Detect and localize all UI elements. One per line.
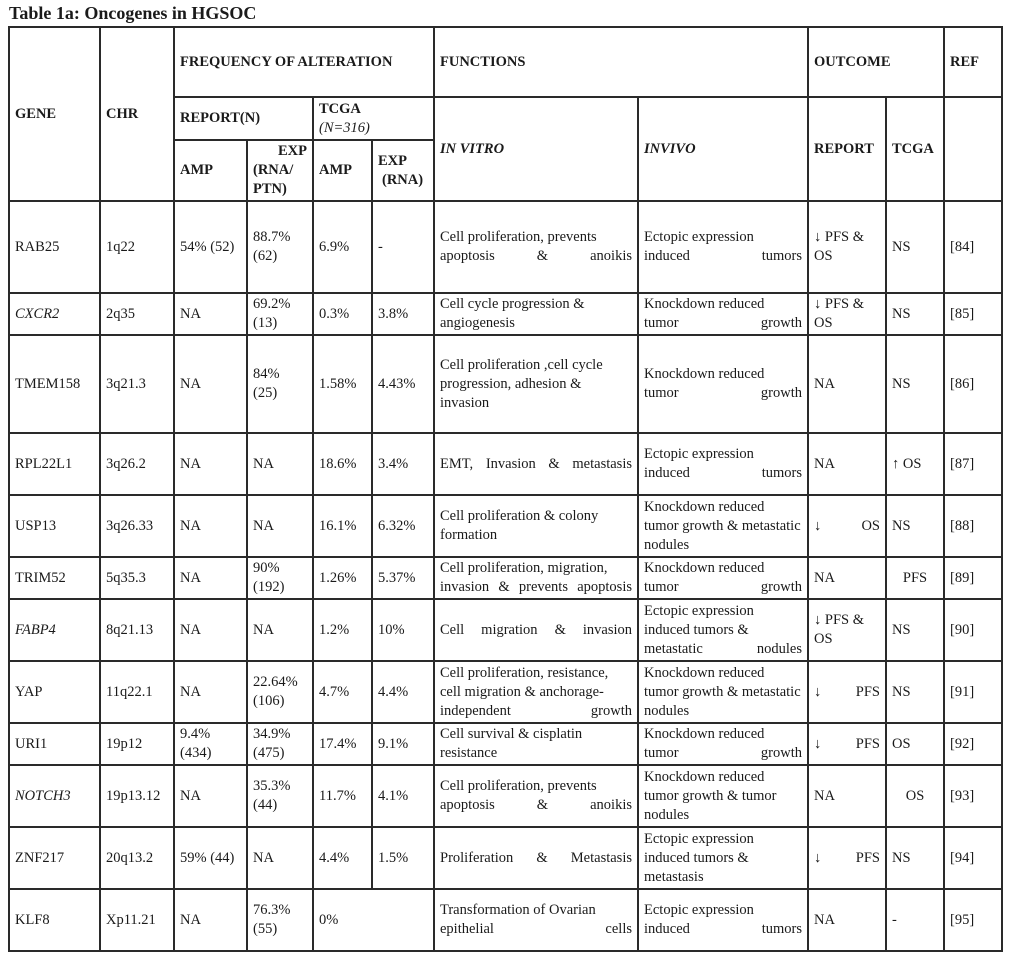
header-chr: CHR xyxy=(100,27,174,201)
cell-outcome-report: ↓ PFS xyxy=(808,661,886,723)
cell-report-exp: 76.3% (55) xyxy=(247,889,313,951)
cell-in-vitro: Cell proliferation, prevents apoptosis & anoikis xyxy=(434,765,638,827)
cell-report-amp: 54% (52) xyxy=(174,201,247,293)
header-tcga-exp-line2: (RNA) xyxy=(382,171,424,188)
cell-report-exp: 84% (25) xyxy=(247,335,313,433)
cell-report-amp: NA xyxy=(174,765,247,827)
table-body xyxy=(9,201,1002,951)
cell-gene: NOTCH3 xyxy=(9,765,100,827)
header-tcga-amp: AMP xyxy=(313,140,372,201)
cell-tcga-exp: 10% xyxy=(372,599,434,661)
cell-in-vivo: Knockdown reduced tumor growth & metastatic nodules xyxy=(638,495,808,557)
cell-ref: [88] xyxy=(944,495,1002,557)
cell-in-vivo: Ectopic expression induced tumors xyxy=(638,201,808,293)
cell-outcome-tcga: NS xyxy=(886,201,944,293)
cell-in-vivo: Knockdown reduced tumor growth xyxy=(638,293,808,335)
header-in-vitro: IN VITRO xyxy=(434,97,638,201)
cell-ref: [85] xyxy=(944,293,1002,335)
cell-gene: URI1 xyxy=(9,723,100,765)
header-functions: FUNCTIONS xyxy=(434,27,808,97)
cell-gene: KLF8 xyxy=(9,889,100,951)
header-ref-empty xyxy=(944,97,1002,201)
cell-in-vitro: Cell proliferation, resistance, cell migration & anchorage-independent growth xyxy=(434,661,638,723)
cell-report-exp: 69.2% (13) xyxy=(247,293,313,335)
header-ref: REF xyxy=(944,27,1002,97)
header-report-n: REPORT(N) xyxy=(174,97,313,140)
cell-gene: RPL22L1 xyxy=(9,433,100,495)
header-tcga-n-line2: (N=316) xyxy=(319,119,370,136)
cell-ref: [94] xyxy=(944,827,1002,889)
header-tcga-n xyxy=(313,97,434,140)
cell-outcome-tcga: OS xyxy=(886,765,944,827)
cell-ref: [95] xyxy=(944,889,1002,951)
cell-gene: YAP xyxy=(9,661,100,723)
header-report-exp-line3: PTN) xyxy=(253,181,287,197)
cell-tcga-amp: 1.58% xyxy=(313,335,372,433)
header-report-exp xyxy=(247,140,313,201)
cell-chr: 3q26.2 xyxy=(100,433,174,495)
cell-outcome-tcga: NS xyxy=(886,293,944,335)
cell-in-vitro: Transformation of Ovarian epithelial cells xyxy=(434,889,638,951)
cell-report-exp: 35.3% (44) xyxy=(247,765,313,827)
cell-outcome-tcga: OS xyxy=(886,723,944,765)
cell-in-vivo: Knockdown reduced tumor growth xyxy=(638,723,808,765)
table-row xyxy=(9,201,1002,293)
cell-chr: 3q21.3 xyxy=(100,335,174,433)
cell-report-exp: 22.64% (106) xyxy=(247,661,313,723)
table-row xyxy=(9,557,1002,599)
header-report-exp-line2: (RNA/ xyxy=(253,162,294,178)
cell-in-vitro: Cell cycle progression & angiogenesis xyxy=(434,293,638,335)
cell-in-vitro: Cell migration & invasion xyxy=(434,599,638,661)
cell-tcga-exp: 3.4% xyxy=(372,433,434,495)
cell-outcome-tcga: PFS xyxy=(886,557,944,599)
cell-outcome-report: NA xyxy=(808,557,886,599)
cell-report-exp: 90% (192) xyxy=(247,557,313,599)
cell-chr: 5q35.3 xyxy=(100,557,174,599)
cell-outcome-report: ↓ OS xyxy=(808,495,886,557)
cell-ref: [91] xyxy=(944,661,1002,723)
cell-tcga-exp: 3.8% xyxy=(372,293,434,335)
cell-tcga-exp: - xyxy=(372,201,434,293)
table-row xyxy=(9,765,1002,827)
table-row xyxy=(9,495,1002,557)
cell-chr: 3q26.33 xyxy=(100,495,174,557)
cell-outcome-report: ↓ PFS & OS xyxy=(808,293,886,335)
cell-tcga-amp: 6.9% xyxy=(313,201,372,293)
cell-outcome-report: NA xyxy=(808,433,886,495)
cell-in-vivo: Ectopic expression induced tumors & metastatic nodules xyxy=(638,599,808,661)
cell-chr: 1q22 xyxy=(100,201,174,293)
cell-tcga-exp: 1.5% xyxy=(372,827,434,889)
cell-outcome-tcga: NS xyxy=(886,827,944,889)
cell-tcga-amp: 0% xyxy=(313,889,434,951)
cell-chr: 11q22.1 xyxy=(100,661,174,723)
cell-chr: 19p13.12 xyxy=(100,765,174,827)
table-row xyxy=(9,889,1002,951)
cell-in-vitro: Cell proliferation ,cell cycle progression, adhesion & invasion xyxy=(434,335,638,433)
header-outcome: OUTCOME xyxy=(808,27,944,97)
header-outcome-report: REPORT xyxy=(808,97,886,201)
table-row xyxy=(9,723,1002,765)
cell-in-vitro: Cell proliferation, migration, invasion & prevents apoptosis xyxy=(434,557,638,599)
cell-report-amp: NA xyxy=(174,495,247,557)
cell-gene: RAB25 xyxy=(9,201,100,293)
cell-tcga-exp: 6.32% xyxy=(372,495,434,557)
cell-tcga-amp: 1.26% xyxy=(313,557,372,599)
cell-in-vivo: Knockdown reduced tumor growth & metastatic nodules xyxy=(638,661,808,723)
cell-report-amp: NA xyxy=(174,335,247,433)
cell-report-amp: 59% (44) xyxy=(174,827,247,889)
cell-tcga-amp: 0.3% xyxy=(313,293,372,335)
cell-outcome-report: ↓ PFS xyxy=(808,723,886,765)
cell-ref: [86] xyxy=(944,335,1002,433)
cell-chr: 20q13.2 xyxy=(100,827,174,889)
header-frequency: FREQUENCY OF ALTERATION xyxy=(174,27,434,97)
header-tcga-exp xyxy=(372,140,434,201)
cell-ref: [89] xyxy=(944,557,1002,599)
cell-gene: FABP4 xyxy=(9,599,100,661)
cell-outcome-report: NA xyxy=(808,765,886,827)
cell-ref: [90] xyxy=(944,599,1002,661)
cell-gene: ZNF217 xyxy=(9,827,100,889)
cell-ref: [87] xyxy=(944,433,1002,495)
cell-tcga-exp: 4.43% xyxy=(372,335,434,433)
cell-outcome-tcga: ↑ OS xyxy=(886,433,944,495)
cell-ref: [92] xyxy=(944,723,1002,765)
cell-report-amp: NA xyxy=(174,599,247,661)
cell-report-exp: 88.7% (62) xyxy=(247,201,313,293)
cell-report-amp: NA xyxy=(174,557,247,599)
cell-outcome-tcga: NS xyxy=(886,599,944,661)
cell-tcga-exp: 5.37% xyxy=(372,557,434,599)
cell-in-vitro: Cell proliferation & colony formation xyxy=(434,495,638,557)
cell-report-amp: 9.4% (434) xyxy=(174,723,247,765)
cell-ref: [84] xyxy=(944,201,1002,293)
cell-tcga-amp: 4.7% xyxy=(313,661,372,723)
cell-in-vitro: Proliferation & Metastasis xyxy=(434,827,638,889)
table-row xyxy=(9,433,1002,495)
cell-tcga-exp: 9.1% xyxy=(372,723,434,765)
cell-outcome-report: ↓ PFS & OS xyxy=(808,599,886,661)
cell-report-amp: NA xyxy=(174,661,247,723)
cell-chr: 8q21.13 xyxy=(100,599,174,661)
cell-gene: TRIM52 xyxy=(9,557,100,599)
cell-tcga-exp: 4.4% xyxy=(372,661,434,723)
cell-report-amp: NA xyxy=(174,889,247,951)
cell-gene: CXCR2 xyxy=(9,293,100,335)
cell-in-vitro: Cell survival & cisplatin resistance xyxy=(434,723,638,765)
oncogenes-table xyxy=(8,26,1003,952)
header-report-exp-line1: EXP xyxy=(278,143,307,159)
header-tcga-exp-line1: EXP xyxy=(378,152,407,169)
table-row xyxy=(9,293,1002,335)
cell-tcga-amp: 18.6% xyxy=(313,433,372,495)
cell-outcome-report: ↓ PFS xyxy=(808,827,886,889)
cell-tcga-exp: 4.1% xyxy=(372,765,434,827)
table-row xyxy=(9,661,1002,723)
header-in-vivo: INVIVO xyxy=(638,97,808,201)
cell-in-vivo: Knockdown reduced tumor growth xyxy=(638,335,808,433)
cell-in-vitro: Cell proliferation, prevents apoptosis & anoikis xyxy=(434,201,638,293)
cell-outcome-tcga: NS xyxy=(886,661,944,723)
cell-report-exp: NA xyxy=(247,433,313,495)
cell-outcome-report: ↓ PFS & OS xyxy=(808,201,886,293)
header-outcome-tcga: TCGA xyxy=(886,97,944,201)
cell-in-vivo: Ectopic expression induced tumors & metastasis xyxy=(638,827,808,889)
cell-in-vivo: Knockdown reduced tumor growth & tumor nodules xyxy=(638,765,808,827)
cell-tcga-amp: 1.2% xyxy=(313,599,372,661)
cell-report-amp: NA xyxy=(174,433,247,495)
table-row xyxy=(9,599,1002,661)
cell-outcome-tcga: NS xyxy=(886,335,944,433)
table-title: Table 1a: Oncogenes in HGSOC xyxy=(9,3,257,23)
cell-gene: USP13 xyxy=(9,495,100,557)
cell-report-exp: NA xyxy=(247,827,313,889)
cell-tcga-amp: 11.7% xyxy=(313,765,372,827)
cell-report-exp: 34.9% (475) xyxy=(247,723,313,765)
cell-gene: TMEM158 xyxy=(9,335,100,433)
cell-tcga-amp: 4.4% xyxy=(313,827,372,889)
cell-in-vivo: Ectopic expression induced tumors xyxy=(638,889,808,951)
cell-report-exp: NA xyxy=(247,599,313,661)
header-gene: GENE xyxy=(9,27,100,201)
cell-outcome-report: NA xyxy=(808,335,886,433)
cell-tcga-amp: 16.1% xyxy=(313,495,372,557)
cell-tcga-amp: 17.4% xyxy=(313,723,372,765)
table-row xyxy=(9,827,1002,889)
cell-in-vivo: Knockdown reduced tumor growth xyxy=(638,557,808,599)
header-tcga-n-line1: TCGA xyxy=(319,100,361,117)
cell-ref: [93] xyxy=(944,765,1002,827)
cell-report-amp: NA xyxy=(174,293,247,335)
cell-outcome-tcga: - xyxy=(886,889,944,951)
cell-in-vivo: Ectopic expression induced tumors xyxy=(638,433,808,495)
cell-outcome-tcga: NS xyxy=(886,495,944,557)
cell-in-vitro: EMT, Invasion & metastasis xyxy=(434,433,638,495)
cell-chr: Xp11.21 xyxy=(100,889,174,951)
cell-outcome-report: NA xyxy=(808,889,886,951)
cell-chr: 19p12 xyxy=(100,723,174,765)
table-row xyxy=(9,335,1002,433)
cell-chr: 2q35 xyxy=(100,293,174,335)
cell-report-exp: NA xyxy=(247,495,313,557)
header-report-amp: AMP xyxy=(174,140,247,201)
